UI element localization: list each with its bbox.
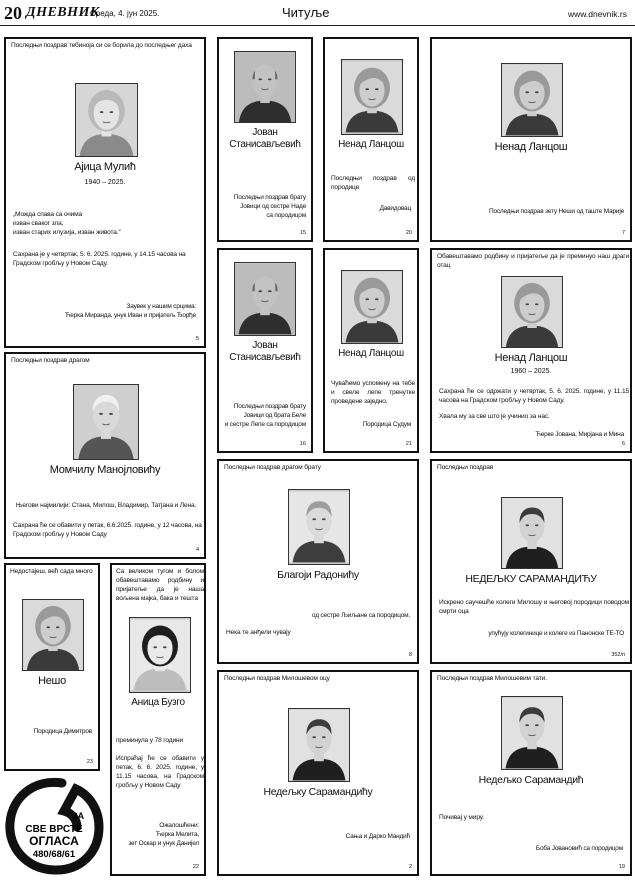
page-number: 20 bbox=[4, 3, 22, 23]
life-years: 1960 – 2025. bbox=[510, 368, 552, 375]
notice-number: 20 bbox=[405, 230, 412, 236]
deceased-name: Ненад Ланцош bbox=[338, 348, 404, 359]
life-years: 1940 – 2025. bbox=[84, 179, 126, 186]
deceased-name: Благоји Радонићу bbox=[277, 569, 359, 581]
portrait-photo bbox=[234, 262, 296, 336]
notice-signature: Последњи поздрав зету Неши од таште Марије bbox=[488, 208, 624, 215]
notice-signature: од сестре Љиљане са породицом. bbox=[311, 612, 410, 619]
obituary-saramandic-19 bbox=[430, 670, 632, 876]
obituary-buzgo bbox=[110, 563, 206, 876]
ads-badge-icon bbox=[4, 775, 104, 875]
portrait-photo bbox=[129, 617, 191, 693]
obituary-mulic bbox=[4, 37, 206, 348]
notice-signature: Његови најмилији: Стана, Милош, Владимир, Татјана и Лена. bbox=[15, 502, 197, 509]
notice-intro: Последњи поздрав тебиноја си се борила до последњег даха bbox=[11, 42, 192, 49]
deceased-name: Недељку Сарамандићу bbox=[263, 786, 373, 798]
notice-intro: Последњи поздрав драгом bbox=[11, 357, 90, 364]
notice-signature: Ћерке Јована, Мирјана и Мина bbox=[535, 431, 624, 438]
notice-signature: Боба Јовановић са породицом bbox=[535, 845, 623, 852]
notice-text: Почивај у миру. bbox=[439, 814, 484, 821]
notice-signature: Сања и Дарко Мандић bbox=[345, 833, 410, 840]
portrait-photo bbox=[341, 270, 403, 344]
newspaper-logo[interactable]: ДНЕВНИК bbox=[26, 5, 100, 20]
obituary-saramandic-352 bbox=[430, 459, 632, 664]
notice-quote: „Можда спава са очима изван сваког зла, изван старих илузија, изван живота.“ bbox=[13, 211, 121, 236]
obituary-radonic bbox=[217, 459, 419, 664]
notice-signature: Последњи поздрав брату Јовици од брата Беле и сестре Лепе са породицом bbox=[224, 403, 306, 429]
notice-number: 2 bbox=[408, 864, 412, 870]
ads-phone[interactable]: 480/68/61 bbox=[32, 849, 76, 860]
notice-text: Чуваћемо успомену на тебе и свеле лепе тренутке проведене заједно. bbox=[331, 380, 415, 405]
notice-signature: Давидовац bbox=[379, 205, 411, 212]
ads-line3: ОГЛАСА bbox=[29, 834, 79, 848]
deceased-name: Нешо bbox=[38, 675, 66, 687]
notice-text: Искрено саучешће колеги Милошу и његовој породици поводом смрти оца bbox=[439, 599, 629, 615]
portrait-photo bbox=[501, 696, 563, 770]
notice-number: 6 bbox=[621, 441, 625, 447]
obituary-lancos-7 bbox=[430, 37, 632, 242]
notice-text: Последњи поздрав од породице bbox=[331, 175, 415, 191]
notice-intro: Последњи поздрав Милошевом оцу bbox=[224, 675, 330, 682]
notice-number: 21 bbox=[405, 441, 412, 447]
notice-signature: Породица Димитров bbox=[33, 728, 92, 735]
funeral-info: Сахрана ће се одржати у четвртак, 5. 6. 2025. године, у 11.15 часова на Градском гробљу у Новом Саду. bbox=[439, 388, 629, 404]
notice-signature: упућују колегинице и колеге из Панонске ТЕ-ТО bbox=[488, 630, 624, 637]
notice-number: 23 bbox=[86, 759, 93, 765]
funeral-info: Сахрана ће се обавити у петак, 6.6.2025. године, у 12 часова, на Градском гробљу у Новом Саду bbox=[13, 522, 202, 538]
portrait-photo bbox=[22, 599, 84, 671]
portrait-photo bbox=[234, 51, 296, 123]
deceased-name: Јован Станисављевић bbox=[229, 127, 301, 150]
notice-signature: Породица Судум bbox=[362, 421, 411, 428]
deceased-name: НЕДЕЉКУ САРАМАНДИЋУ bbox=[465, 573, 597, 585]
notice-number: 22 bbox=[192, 864, 199, 870]
portrait-photo bbox=[501, 63, 563, 137]
notice-number: 4 bbox=[195, 547, 199, 553]
notice-number: 7 bbox=[621, 230, 625, 236]
obituary-lancos-20 bbox=[323, 37, 419, 242]
notice-number: 16 bbox=[299, 441, 306, 447]
funeral-info: Сахрана је у четвртак, 5. 6. 2025. године, у 14.15 часова на Градском гробљу у Новом Саду. bbox=[13, 251, 186, 267]
issue-date: Среда, 4. јун 2025. bbox=[90, 9, 160, 18]
portrait-photo bbox=[288, 489, 350, 565]
deceased-name: Ненад Ланцош bbox=[338, 139, 404, 150]
portrait-photo bbox=[288, 708, 350, 782]
notice-thanks: Хвала му за све што је учинио за нас. bbox=[439, 413, 550, 420]
notice-intro: Недостајеш, већ сада много bbox=[10, 568, 93, 575]
notice-intro: Последњи поздрав Милошевим тати. bbox=[437, 675, 547, 682]
portrait-photo bbox=[341, 59, 403, 135]
notice-signature: Заувек у нашим срцима: Ћерка Миранда, унук Иван и пријатељ Ђорђе bbox=[64, 303, 196, 320]
portrait-photo bbox=[75, 83, 138, 157]
notice-signature: Ожалошћени: Ћерка Мелита, зет Оскар и унук Данијел bbox=[128, 822, 199, 848]
portrait-photo bbox=[501, 276, 563, 348]
deceased-name: Недељко Сарамандић bbox=[478, 774, 584, 786]
notice-number: 19 bbox=[618, 864, 625, 870]
deceased-name: Ненад Ланцош bbox=[494, 141, 568, 153]
obituary-neso bbox=[4, 563, 100, 771]
notice-intro: Са великом тугом и болом обавештавамо родбину и пријатеље да је наша вољена мајка, бака и тешта bbox=[116, 568, 204, 602]
deceased-name: Аница Бузго bbox=[131, 697, 185, 708]
deceased-name: Јован Станисављевић bbox=[229, 340, 301, 363]
notice-intro: Последњи поздрав драгом брату bbox=[224, 464, 321, 471]
portrait-photo bbox=[73, 384, 139, 460]
notice-intro: Последњи поздрав bbox=[437, 464, 494, 471]
notice-number: 15 bbox=[299, 230, 306, 236]
notice-signature: Последњи поздрав брату Јовици од сестре Наде са породицом bbox=[233, 194, 306, 220]
notice-number: 5 bbox=[195, 336, 199, 342]
deceased-name: Ајица Мулић bbox=[74, 161, 136, 173]
portrait-photo bbox=[501, 497, 563, 569]
ads-line1: ЗА bbox=[72, 811, 85, 821]
ads-badge[interactable] bbox=[4, 775, 104, 875]
deceased-name: Ненад Ланцош bbox=[494, 352, 568, 364]
page-header bbox=[0, 0, 635, 26]
death-age: преминула у 78 години bbox=[116, 737, 184, 744]
notice-number: 8 bbox=[408, 652, 412, 658]
obituary-lancos-6 bbox=[430, 248, 632, 453]
obituary-saramandic-2 bbox=[217, 670, 419, 876]
obituary-stanisavljevic-15 bbox=[217, 37, 313, 242]
notice-text: Нека те анђели чувају bbox=[226, 629, 291, 636]
website-link[interactable]: www.dnevnik.rs bbox=[567, 9, 627, 19]
deceased-name: Момчилу Манојловићу bbox=[49, 464, 161, 476]
obituary-stanisavljevic-16 bbox=[217, 248, 313, 453]
funeral-info: Испраћај ће се обавити у петак, 6. 6. 2025. године, у 11.15 часова, на Градском гробљу у Новом Саду bbox=[116, 755, 204, 789]
notice-intro: Обавештавамо родбину и пријатеље да је преминуо наш драги отац bbox=[437, 253, 629, 269]
obituary-manojlovic bbox=[4, 352, 206, 559]
obituary-lancos-21 bbox=[323, 248, 419, 453]
notice-number: 352/п bbox=[611, 652, 625, 658]
section-title: Читуље bbox=[282, 5, 330, 20]
ads-line2: СВЕ ВРСТЕ bbox=[25, 824, 83, 835]
